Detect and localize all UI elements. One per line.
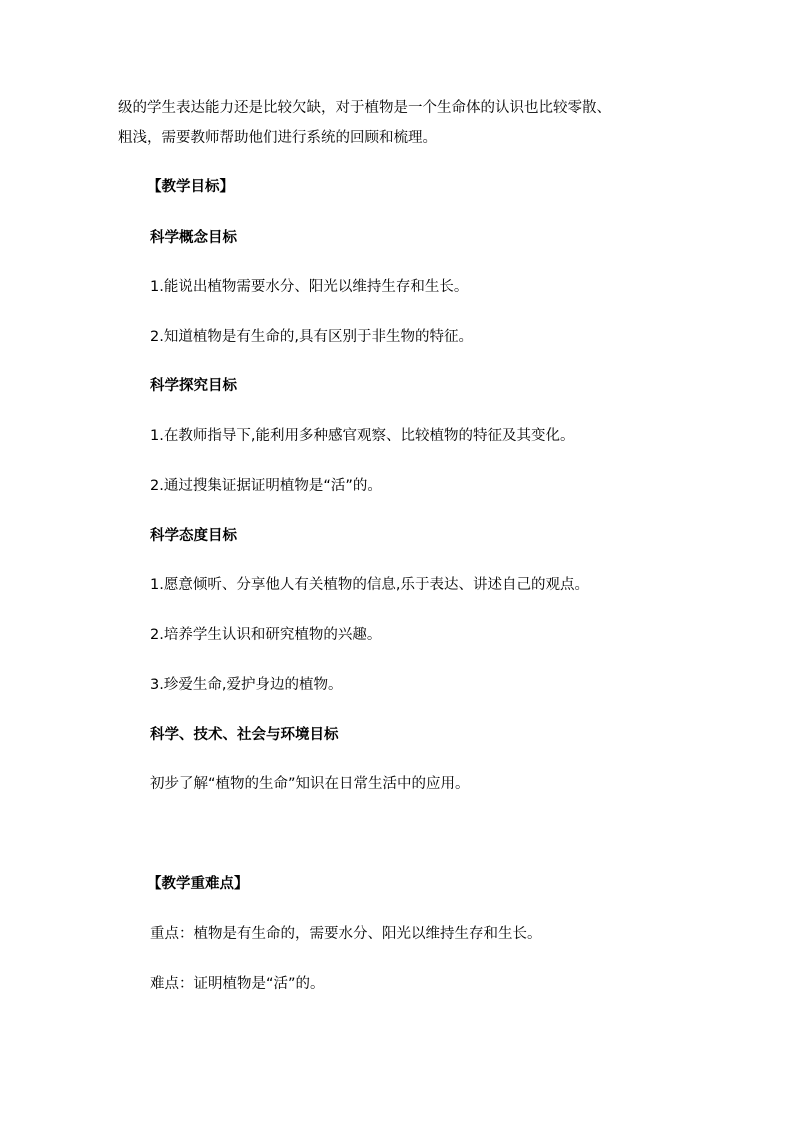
subheading-attitude-goals: 科学态度目标: [150, 528, 237, 544]
inquiry-goal-item-1: 1.在教师指导下,能利用多种感官观察、比较植物的特征及其变化。: [150, 428, 575, 444]
key-point-text: 重点：植物是有生命的，需要水分、阳光以维持生存和生长。: [150, 926, 542, 942]
concept-goal-item-1: 1.能说出植物需要水分、阳光以维持生存和生长。: [150, 279, 469, 295]
subheading-stse-goals: 科学、技术、社会与环境目标: [150, 727, 339, 743]
attitude-goal-item-1: 1.愿意倾听、分享他人有关植物的信息,乐于表达、讲述自己的观点。: [150, 577, 589, 593]
difficult-point-text: 难点：证明植物是“活”的。: [150, 976, 325, 992]
concept-goal-item-2: 2.知道植物是有生命的,具有区别于非生物的特征。: [150, 329, 473, 345]
stse-goal-item-1: 初步了解“植物的生命”知识在日常生活中的应用。: [150, 776, 470, 792]
subheading-concept-goals: 科学概念目标: [150, 230, 237, 246]
attitude-goal-item-2: 2.培养学生认识和研究植物的兴趣。: [150, 627, 382, 643]
intro-line-2: 粗浅，需要教师帮助他们进行系统的回顾和梳理。: [118, 130, 437, 146]
attitude-goal-item-3: 3.珍爱生命,爱护身边的植物。: [150, 677, 343, 693]
section-heading-key-points: 【教学重难点】: [147, 876, 249, 892]
inquiry-goal-item-2: 2.通过搜集证据证明植物是“活”的。: [150, 478, 382, 494]
subheading-inquiry-goals: 科学探究目标: [150, 378, 237, 394]
intro-line-1: 级的学生表达能力还是比较欠缺，对于植物是一个生命体的认识也比较零散、: [118, 100, 611, 116]
section-heading-goals: 【教学目标】: [147, 179, 234, 195]
